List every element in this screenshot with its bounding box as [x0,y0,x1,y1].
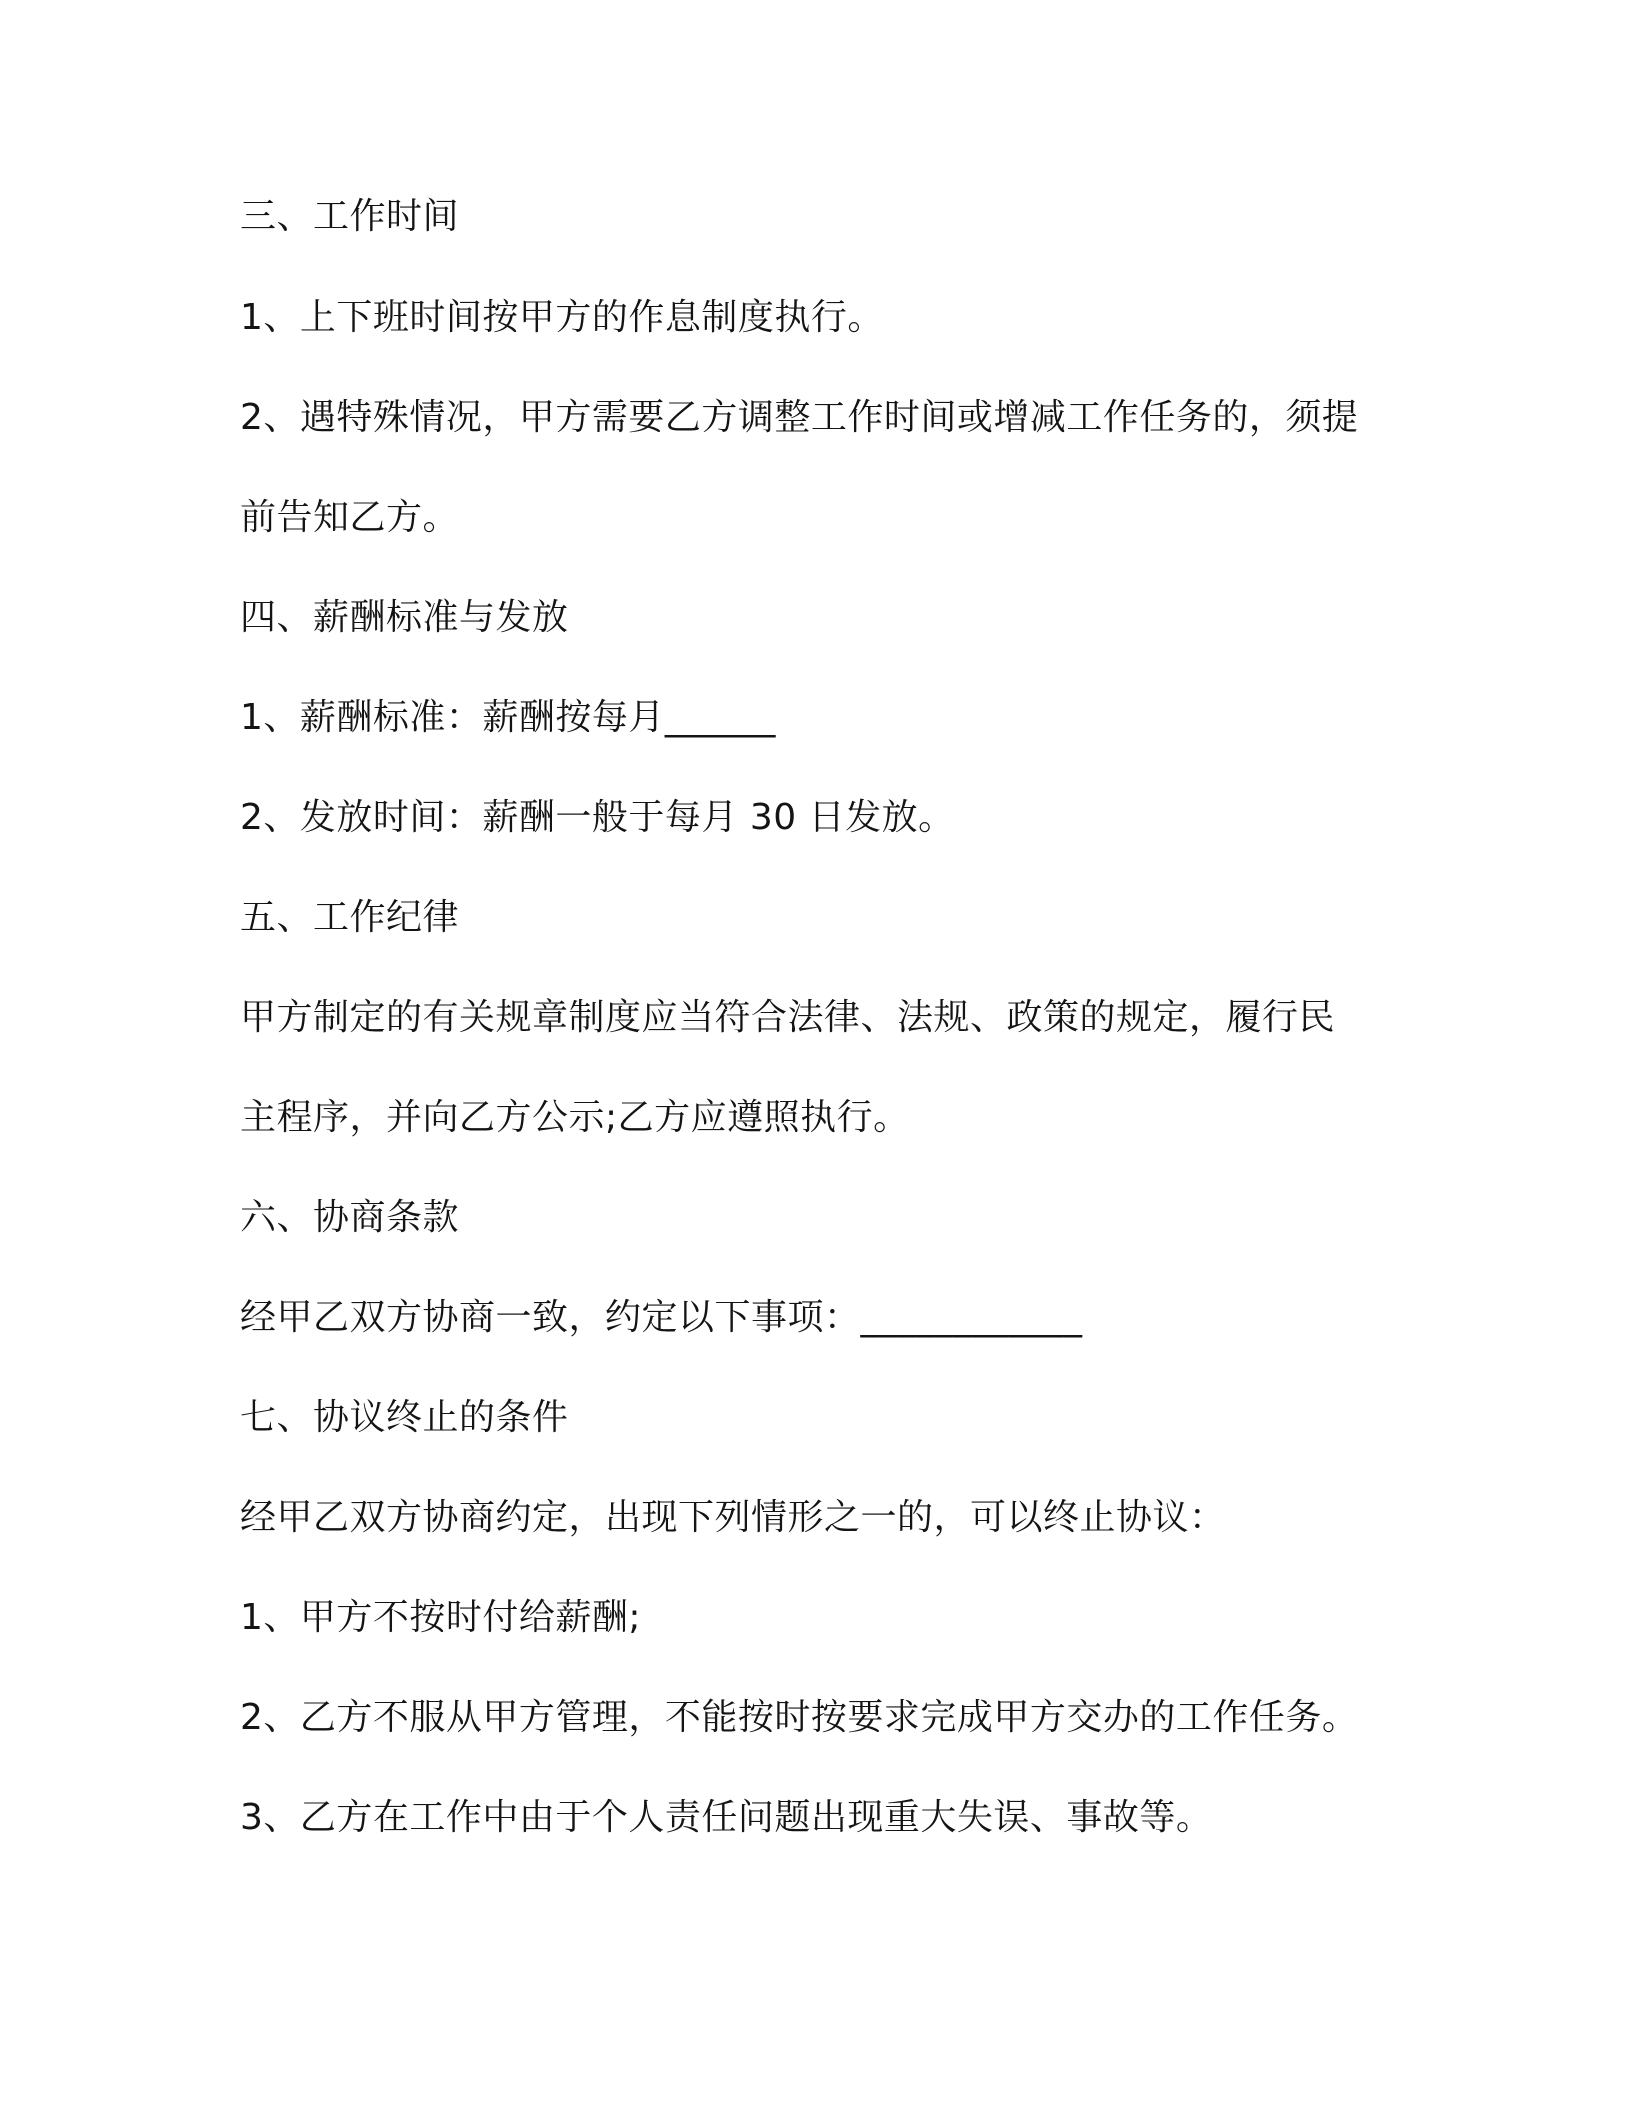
section-7-item-3: 3、乙方在工作中由于个人责任问题出现重大失误、事故等。 [240,1797,1213,1838]
section-6-heading: 六、协商条款 [240,1197,460,1238]
section-4-item-1: 1、薪酬标准：薪酬按每月______ [240,697,776,738]
section-3-item-2-line-1: 2、遇特殊情况，甲方需要乙方调整工作时间或增减工作任务的，须提 [240,397,1359,438]
section-4-item-2: 2、发放时间：薪酬一般于每月 30 日发放。 [240,797,955,838]
section-3-item-1: 1、上下班时间按甲方的作息制度执行。 [240,297,884,338]
section-5-body-line-1: 甲方制定的有关规章制度应当符合法律、法规、政策的规定，履行民 [240,997,1336,1038]
section-5-heading: 五、工作纪律 [240,897,460,938]
section-7-heading: 七、协议终止的条件 [240,1397,569,1438]
section-3-heading: 三、工作时间 [240,196,460,237]
section-4-heading: 四、薪酬标准与发放 [240,597,569,638]
section-3-item-2-line-2: 前告知乙方。 [240,497,460,538]
section-7-item-2: 2、乙方不服从甲方管理，不能按时按要求完成甲方交办的工作任务。 [240,1697,1359,1738]
section-6-body: 经甲乙双方协商一致，约定以下事项：____________ [240,1297,1083,1338]
section-5-body-line-2: 主程序，并向乙方公示;乙方应遵照执行。 [240,1097,910,1138]
section-7-item-1: 1、甲方不按时付给薪酬; [240,1597,642,1638]
section-7-intro: 经甲乙双方协商约定，出现下列情形之一的，可以终止协议： [240,1497,1226,1538]
